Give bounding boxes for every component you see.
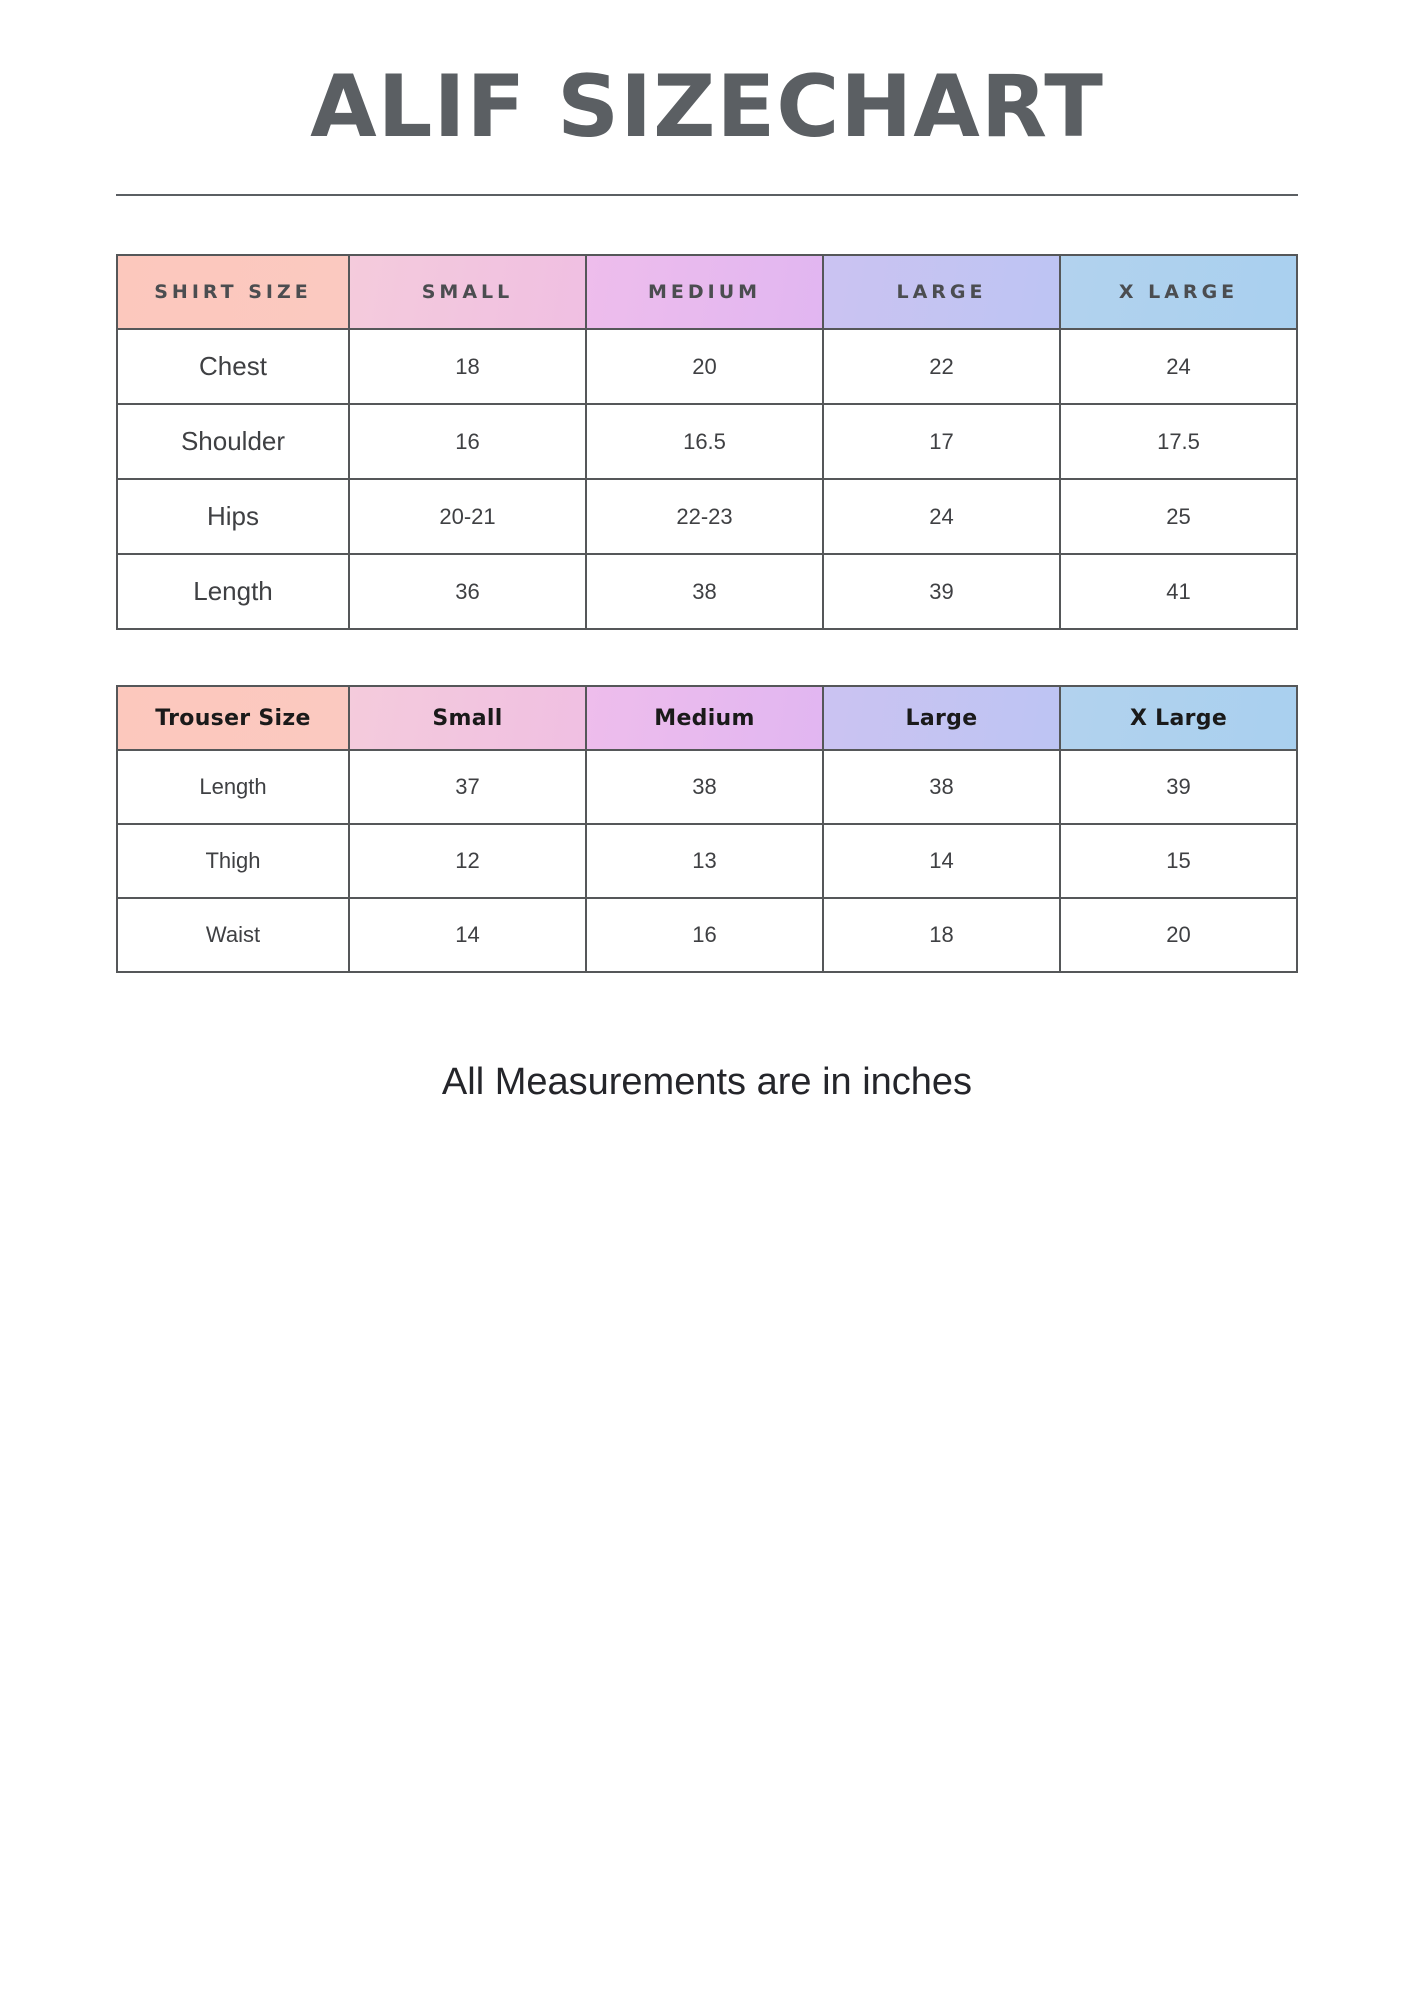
shirt-length-small: 36 — [349, 554, 586, 629]
table-row — [117, 824, 1297, 898]
table-header-row — [117, 255, 1297, 329]
shirt-shoulder-large: 17 — [823, 404, 1060, 479]
shirt-hips-medium: 22-23 — [586, 479, 823, 554]
shirt-shoulder-medium: 16.5 — [586, 404, 823, 479]
trouser-length-xlarge: 39 — [1060, 750, 1297, 824]
shirt-header-large: LARGE — [823, 255, 1060, 329]
trouser-row-label-thigh: Thigh — [117, 824, 349, 898]
shirt-hips-small: 20-21 — [349, 479, 586, 554]
shirt-header-small: SMALL — [349, 255, 586, 329]
shirt-chest-medium: 20 — [586, 329, 823, 404]
trouser-row-label-waist: Waist — [117, 898, 349, 972]
table-row — [117, 479, 1297, 554]
table-row — [117, 554, 1297, 629]
trouser-thigh-large: 14 — [823, 824, 1060, 898]
shirt-size-table — [116, 254, 1298, 630]
trouser-waist-xlarge: 20 — [1060, 898, 1297, 972]
shirt-shoulder-small: 16 — [349, 404, 586, 479]
trouser-size-table — [116, 685, 1298, 973]
shirt-hips-large: 24 — [823, 479, 1060, 554]
table-row — [117, 404, 1297, 479]
trouser-header-measurement: Trouser Size — [117, 686, 349, 750]
shirt-shoulder-xlarge: 17.5 — [1060, 404, 1297, 479]
shirt-hips-xlarge: 25 — [1060, 479, 1297, 554]
table-row — [117, 898, 1297, 972]
table-header-row — [117, 686, 1297, 750]
trouser-waist-small: 14 — [349, 898, 586, 972]
shirt-chest-xlarge: 24 — [1060, 329, 1297, 404]
shirt-chest-small: 18 — [349, 329, 586, 404]
shirt-row-label-shoulder: Shoulder — [117, 404, 349, 479]
shirt-row-label-chest: Chest — [117, 329, 349, 404]
trouser-length-small: 37 — [349, 750, 586, 824]
shirt-chest-large: 22 — [823, 329, 1060, 404]
shirt-row-label-hips: Hips — [117, 479, 349, 554]
trouser-length-medium: 38 — [586, 750, 823, 824]
trouser-header-medium: Medium — [586, 686, 823, 750]
shirt-length-xlarge: 41 — [1060, 554, 1297, 629]
shirt-length-medium: 38 — [586, 554, 823, 629]
trouser-length-large: 38 — [823, 750, 1060, 824]
page-title: ALIF SIZECHART — [310, 57, 1104, 157]
measurements-note: All Measurements are in inches — [441, 1061, 973, 1104]
trouser-waist-large: 18 — [823, 898, 1060, 972]
trouser-waist-medium: 16 — [586, 898, 823, 972]
table-row — [117, 750, 1297, 824]
trouser-header-large: Large — [823, 686, 1060, 750]
trouser-thigh-small: 12 — [349, 824, 586, 898]
trouser-row-label-length: Length — [117, 750, 349, 824]
trouser-header-xlarge: X Large — [1060, 686, 1297, 750]
trouser-thigh-medium: 13 — [586, 824, 823, 898]
shirt-header-medium: MEDIUM — [586, 255, 823, 329]
table-row — [117, 329, 1297, 404]
shirt-header-measurement: SHIRT SIZE — [117, 255, 349, 329]
shirt-row-label-length: Length — [117, 554, 349, 629]
title-divider — [116, 194, 1298, 196]
trouser-thigh-xlarge: 15 — [1060, 824, 1297, 898]
shirt-length-large: 39 — [823, 554, 1060, 629]
trouser-header-small: Small — [349, 686, 586, 750]
shirt-header-xlarge: X LARGE — [1060, 255, 1297, 329]
